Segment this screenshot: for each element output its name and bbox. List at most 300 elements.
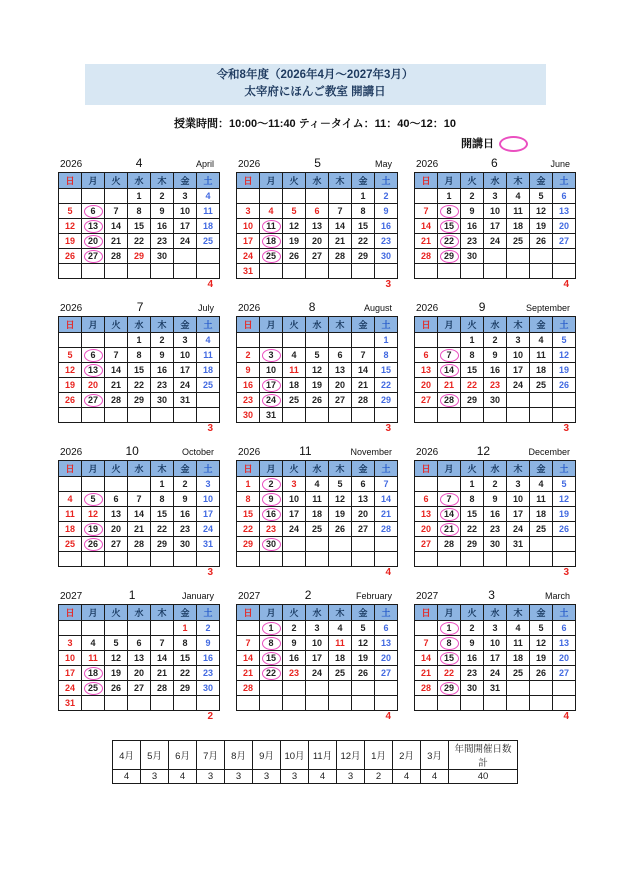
day-number: 29 [357,251,368,261]
day-number: 30 [489,395,500,405]
week-row [415,204,576,219]
day-number: 23 [156,380,167,390]
day-cell [128,219,151,234]
day-cell [507,552,530,567]
day-cell [306,189,329,204]
day-cell [174,219,197,234]
day-cell [306,507,329,522]
week-row [415,234,576,249]
day-cell [530,249,553,264]
day-cell [415,666,438,681]
day-cell [507,264,530,279]
day-cell [461,204,484,219]
day-cell [197,408,220,423]
day-number: 20 [420,524,431,534]
day-cell [507,408,530,423]
day-cell [553,507,576,522]
weekday-header: 火 [105,173,128,189]
calendar-2027-2 [236,588,394,724]
day-number: 1 [440,622,459,635]
day-cell [174,234,197,249]
day-number: 6 [383,623,389,633]
month-table [58,604,220,711]
weekday-header: 水 [306,605,329,621]
day-number: 6 [360,479,366,489]
day-cell [553,636,576,651]
weekday-header: 金 [352,461,375,477]
day-number: 11 [536,494,546,504]
day-cell [530,651,553,666]
day-cell [329,552,352,567]
day-cell [507,537,530,552]
day-number: 22 [443,668,454,678]
week-row [59,408,220,423]
week-row [415,621,576,636]
day-cell [438,477,461,492]
day-cell [59,348,82,363]
day-number: 29 [466,395,477,405]
week-row [59,378,220,393]
week-row [237,522,398,537]
day-number: 1 [182,623,188,633]
day-cell [484,477,507,492]
day-cell [553,348,576,363]
calendar-month-number: 6 [491,156,498,170]
day-number: 27 [357,524,368,534]
day-number: 2 [291,623,297,633]
day-cell [197,681,220,696]
annual-summary-table [112,740,518,784]
day-number: 7 [423,638,429,648]
day-number: 7 [337,206,343,216]
calendar-title [236,300,394,316]
day-number: 8 [469,494,475,504]
weekday-header: 月 [260,317,283,333]
day-number: 8 [383,350,389,360]
day-number: 22 [156,524,167,534]
calendar-title [58,444,216,460]
calendar-year: 2027 [60,591,83,602]
day-cell [507,507,530,522]
open-day-cell [438,363,461,378]
day-cell [128,492,151,507]
day-number: 13 [110,509,121,519]
day-number: 14 [380,494,391,504]
day-cell [375,522,398,537]
weekday-header: 火 [461,173,484,189]
day-number: 14 [440,364,459,377]
day-cell [329,522,352,537]
day-number: 18 [288,380,299,390]
day-cell [375,537,398,552]
day-cell [415,522,438,537]
day-cell [352,537,375,552]
weekday-header: 火 [105,605,128,621]
day-cell [507,492,530,507]
day-cell [237,408,260,423]
day-number: 6 [337,350,343,360]
day-number: 5 [538,623,544,633]
day-number: 5 [67,206,73,216]
day-number: 4 [291,350,297,360]
day-number: 26 [64,251,75,261]
day-cell [375,696,398,711]
day-cell [174,522,197,537]
weekday-header: 金 [174,317,197,333]
week-row [59,234,220,249]
calendar-title [58,588,216,604]
day-cell [151,636,174,651]
day-number: 27 [334,395,345,405]
summary-count: 4 [113,770,141,784]
day-cell [151,249,174,264]
weekday-header: 月 [260,605,283,621]
calendar-month-name: January [181,591,214,601]
weekday-header-row [59,461,220,477]
day-cell [151,651,174,666]
week-row [415,219,576,234]
day-number: 10 [64,653,75,663]
week-row [59,537,220,552]
day-number: 15 [440,220,459,233]
day-number: 22 [133,236,144,246]
day-cell [352,552,375,567]
day-cell [174,189,197,204]
weekday-header: 木 [507,461,530,477]
day-cell [283,204,306,219]
day-number: 28 [110,395,121,405]
open-day-cell [82,681,105,696]
open-day-cell [438,204,461,219]
day-cell [174,696,197,711]
week-row [59,636,220,651]
day-cell [105,666,128,681]
summary-month-header: 7月 [197,741,225,770]
day-cell [237,219,260,234]
month-open-day-count: 3 [207,423,213,434]
day-number: 15 [380,365,391,375]
day-cell [174,204,197,219]
day-cell [352,636,375,651]
day-cell [553,621,576,636]
day-cell [283,666,306,681]
day-cell [128,249,151,264]
day-cell [105,651,128,666]
day-number: 21 [380,509,391,519]
day-number: 10 [512,350,523,360]
day-cell [438,333,461,348]
day-cell [553,492,576,507]
month-table [236,316,398,423]
open-day-cell [260,249,283,264]
day-cell [352,681,375,696]
open-day-cell [260,219,283,234]
summary-month-header: 5月 [141,741,169,770]
weekday-header: 月 [438,173,461,189]
day-cell [415,249,438,264]
day-cell [306,204,329,219]
day-cell [260,363,283,378]
day-cell [237,393,260,408]
day-number: 30 [466,683,477,693]
day-number: 5 [314,350,320,360]
day-number: 11 [513,206,523,216]
week-row [59,477,220,492]
day-number: 26 [288,251,299,261]
day-cell [329,333,352,348]
week-row [415,651,576,666]
weekday-header: 土 [197,461,220,477]
day-number: 11 [289,365,299,375]
day-cell [128,696,151,711]
open-day-cell [82,537,105,552]
day-cell [484,378,507,393]
week-row [237,333,398,348]
day-cell [352,477,375,492]
day-cell [352,378,375,393]
day-cell [484,204,507,219]
day-number: 1 [383,335,389,345]
day-cell [438,264,461,279]
open-day-cell [438,393,461,408]
weekday-header: 火 [283,173,306,189]
day-cell [553,234,576,249]
day-cell [128,333,151,348]
month-table [58,172,220,279]
calendar-year: 2026 [60,159,83,170]
day-number: 10 [311,638,322,648]
day-cell [283,249,306,264]
day-cell [151,348,174,363]
day-number: 15 [242,509,253,519]
day-cell [59,264,82,279]
day-cell [553,477,576,492]
day-number: 21 [440,523,459,536]
day-cell [461,666,484,681]
day-number: 2 [383,191,389,201]
day-cell [174,666,197,681]
day-cell [197,249,220,264]
day-number: 30 [489,539,500,549]
day-cell [105,189,128,204]
day-number: 7 [440,349,459,362]
day-cell [553,552,576,567]
day-number: 27 [420,539,431,549]
summary-count: 4 [393,770,421,784]
day-number: 5 [84,493,103,506]
day-cell [484,333,507,348]
week-row [237,363,398,378]
day-number: 16 [489,509,500,519]
day-cell [82,552,105,567]
day-number: 17 [512,365,523,375]
summary-month-header: 3月 [421,741,449,770]
day-cell [59,333,82,348]
day-number: 27 [84,394,103,407]
day-number: 31 [202,539,213,549]
day-number: 13 [558,638,569,648]
day-number: 12 [535,638,546,648]
day-number: 2 [469,191,475,201]
day-number: 13 [334,365,345,375]
day-number: 1 [245,479,251,489]
day-cell [283,393,306,408]
day-cell [507,393,530,408]
week-row [59,249,220,264]
day-number: 24 [179,236,190,246]
day-cell [375,249,398,264]
day-cell [375,348,398,363]
day-cell [530,636,553,651]
day-number: 24 [288,524,299,534]
day-cell [174,264,197,279]
day-number: 7 [440,493,459,506]
day-cell [151,552,174,567]
weekday-header: 金 [530,317,553,333]
calendar-month-number: 3 [488,588,495,602]
weekday-header-row [237,605,398,621]
day-number: 8 [136,350,142,360]
weekday-header: 月 [260,461,283,477]
day-cell [461,219,484,234]
summary-header-row [113,741,518,770]
day-cell [105,522,128,537]
weekday-header: 木 [151,317,174,333]
day-cell [507,666,530,681]
week-row [59,348,220,363]
day-cell [260,333,283,348]
day-cell [415,696,438,711]
day-number: 27 [311,251,322,261]
summary-month-header: 年間開催日数計 [449,741,518,770]
day-number: 10 [489,206,500,216]
day-cell [128,393,151,408]
day-number: 6 [561,191,567,201]
week-row [415,681,576,696]
week-row [237,219,398,234]
summary-count: 3 [337,770,365,784]
day-cell [151,537,174,552]
day-number: 3 [245,206,251,216]
day-cell [415,348,438,363]
day-number: 15 [357,221,368,231]
day-cell [484,651,507,666]
day-cell [375,681,398,696]
weekday-header: 火 [105,461,128,477]
day-number: 15 [179,653,190,663]
weekday-header: 金 [174,173,197,189]
day-number: 9 [262,493,281,506]
week-row [237,204,398,219]
day-cell [461,537,484,552]
summary-month-header: 8月 [225,741,253,770]
day-cell [197,537,220,552]
day-number: 14 [156,653,167,663]
day-number: 6 [423,494,429,504]
day-number: 30 [242,410,253,420]
day-cell [530,696,553,711]
day-number: 6 [84,349,103,362]
day-number: 23 [489,380,500,390]
day-number: 27 [84,250,103,263]
day-cell [105,393,128,408]
weekday-header: 木 [329,461,352,477]
day-cell [306,408,329,423]
day-cell [553,651,576,666]
day-cell [59,681,82,696]
calendar-month-number: 2 [304,588,312,602]
title-band [85,64,546,105]
day-cell [507,378,530,393]
day-number: 28 [156,683,167,693]
day-number: 8 [262,637,281,650]
day-cell [105,219,128,234]
day-number: 14 [242,653,253,663]
week-row [59,204,220,219]
day-number: 3 [182,335,188,345]
day-cell [260,552,283,567]
calendar-title [414,444,572,460]
month-open-day-count: 3 [563,423,569,434]
day-cell [530,393,553,408]
day-cell [59,696,82,711]
week-row [237,393,398,408]
weekday-header-row [415,317,576,333]
summary-count: 40 [449,770,518,784]
day-cell [82,651,105,666]
calendar-2026-11 [236,444,394,580]
weekday-header: 土 [375,317,398,333]
day-number: 7 [245,638,251,648]
summary-month-header: 9月 [253,741,281,770]
day-cell [306,537,329,552]
day-number: 12 [288,221,299,231]
day-number: 19 [334,509,345,519]
open-day-cell [260,651,283,666]
day-cell [375,393,398,408]
day-cell [105,234,128,249]
day-number: 27 [110,539,121,549]
weekday-header: 火 [461,317,484,333]
day-number: 26 [334,524,345,534]
weekday-header-row [237,461,398,477]
day-number: 6 [561,623,567,633]
day-number: 10 [202,494,213,504]
day-number: 14 [133,509,144,519]
day-cell [306,651,329,666]
day-number: 10 [512,494,523,504]
open-day-cell [260,477,283,492]
month-table [414,316,576,423]
week-row [415,696,576,711]
weekday-header: 水 [128,317,151,333]
day-cell [553,393,576,408]
day-cell [59,363,82,378]
week-row [59,696,220,711]
day-number: 19 [357,653,368,663]
weekday-header: 木 [329,317,352,333]
calendar-2026-4 [58,156,216,292]
weekday-header: 日 [59,317,82,333]
day-cell [283,333,306,348]
day-cell [59,234,82,249]
day-number: 6 [314,206,320,216]
day-number: 17 [311,653,322,663]
day-number: 7 [423,206,429,216]
day-cell [59,537,82,552]
week-row [415,666,576,681]
day-cell [197,393,220,408]
